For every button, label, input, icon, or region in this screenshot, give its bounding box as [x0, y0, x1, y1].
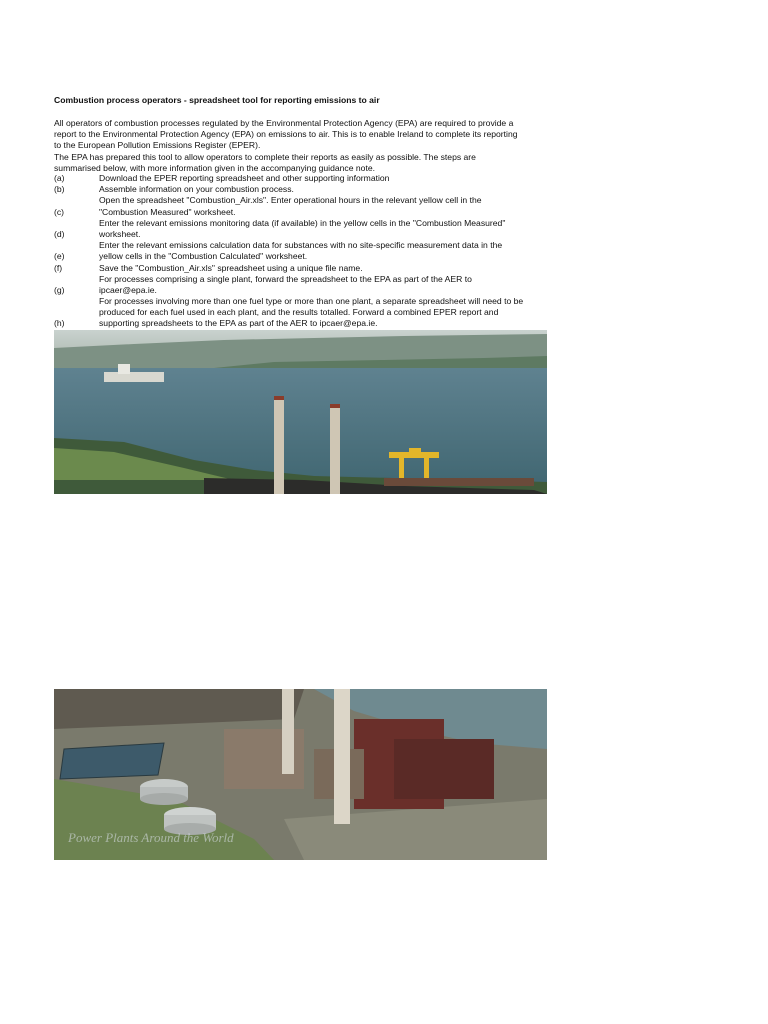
- steps-list: [54, 173, 554, 330]
- step-letter: (e): [54, 251, 65, 262]
- step-f: [54, 263, 554, 274]
- photo-illustration: [54, 330, 547, 494]
- step-e: [54, 240, 554, 262]
- document-title: Combustion process operators - spreadsheet tool for reporting emissions to air: [54, 95, 380, 105]
- step-c: [54, 195, 554, 217]
- step-h: [54, 296, 554, 330]
- step-a: [54, 173, 554, 184]
- step-text: produced for each fuel used in each plant, and the results totalled. Forward a combined EPER report and: [99, 307, 499, 318]
- step-text: For processes involving more than one fuel type or more than one plant, a separate spreadsheet will need to be: [99, 296, 524, 307]
- step-d: [54, 218, 554, 240]
- step-text: Download the EPER reporting spreadsheet and other supporting information: [99, 173, 390, 183]
- step-letter: (d): [54, 228, 65, 239]
- step-text: supporting spreadsheets to the EPA as part of the AER to ipcaer@epa.ie.: [99, 318, 378, 329]
- step-text: yellow cells in the "Combustion Calculated" worksheet.: [99, 251, 308, 262]
- step-letter: (f): [54, 262, 63, 273]
- step-letter: (h): [54, 318, 65, 329]
- step-text: Save the "Combustion_Air.xls" spreadsheet using a unique file name.: [99, 262, 363, 273]
- photo-caption: Power Plants Around the World: [68, 830, 234, 845]
- step-text: Enter the relevant emissions monitoring data (if available) in the yellow cells in the "Combustion Measured": [99, 217, 506, 228]
- step-b: [54, 184, 554, 195]
- step-g: [54, 274, 554, 296]
- step-text: worksheet.: [99, 228, 141, 239]
- step-letter: (b): [54, 184, 65, 195]
- power-station-harbour-photo: [54, 330, 547, 494]
- intro-line: to the European Pollution Emissions Register (EPER).: [54, 140, 261, 151]
- step-text: Enter the relevant emissions calculation data for substances with no site-specific measurement data in the: [99, 240, 503, 251]
- intro-line: The EPA has prepared this tool to allow operators to complete their reports as easily as possible. The steps are: [54, 151, 476, 162]
- step-text: Assemble information on your combustion process.: [99, 184, 294, 195]
- step-text: Open the spreadsheet "Combustion_Air.xls". Enter operational hours in the relevant yellow cell in the: [99, 195, 482, 206]
- step-letter: (g): [54, 284, 65, 295]
- intro-line: report to the Environmental Protection Agency (EPA) on emissions to air. This is to enable Ireland to complete its reporting: [54, 129, 518, 140]
- step-letter: (a): [54, 173, 65, 183]
- step-letter: (c): [54, 206, 65, 217]
- intro-paragraph: [54, 118, 554, 174]
- step-text: "Combustion Measured" worksheet.: [99, 206, 236, 217]
- intro-line: All operators of combustion processes regulated by the Environmental Protection Agency (EPA) are required to provide a: [54, 118, 514, 128]
- power-plant-aerial-photo: [54, 689, 547, 860]
- step-text: For processes comprising a single plant, forward the spreadsheet to the EPA as part of the AER to: [99, 273, 472, 284]
- intro-line: summarised below, with more information given in the accompanying guidance note.: [54, 162, 376, 173]
- step-text: ipcaer@epa.ie.: [99, 284, 157, 295]
